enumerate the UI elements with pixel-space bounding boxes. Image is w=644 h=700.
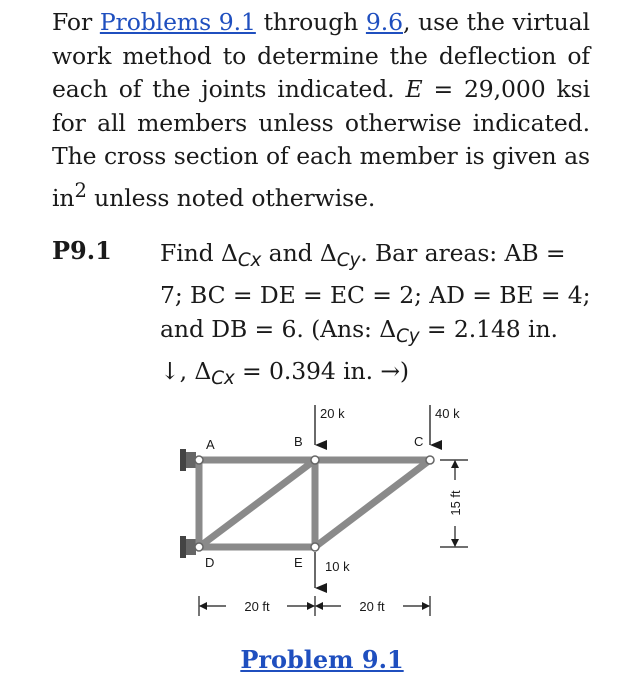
problem-9-6-link[interactable]: 9.6: [365, 8, 403, 36]
intro-text-3: , use the virtual work method to determine the deflection of each of the joints indicated.: [52, 8, 590, 103]
intro-text-2: through: [255, 8, 366, 36]
node-label-a: A: [206, 437, 215, 452]
intro-paragraph: [52, 6, 590, 215]
subscript-cy-1: Cy: [336, 250, 361, 272]
node-label-e: E: [294, 555, 303, 570]
load-label-c: 40 k: [435, 406, 460, 421]
member-db: [199, 460, 315, 547]
node-label-b: B: [294, 434, 303, 449]
joint-d: [195, 543, 203, 551]
subscript-cx-1: Cx: [237, 250, 262, 272]
subscript-cx-2: Cx: [211, 368, 235, 390]
node-label-d: D: [205, 555, 215, 570]
problem-label: P9.1: [52, 236, 112, 265]
joint-a: [195, 456, 203, 464]
statement-part-2: and Δ: [261, 239, 337, 267]
node-label-c: C: [414, 434, 424, 449]
statement-part-4: = 2.148 in. ↓, Δ: [160, 315, 558, 386]
statement-part-3: . Bar areas: AB = 7; BC = DE = EC = 2; AD = BE = 4; and DB = 6. (Ans: Δ: [160, 239, 591, 344]
problem-statement: [160, 236, 592, 396]
dim-left-label: 20 ft: [244, 599, 270, 614]
problem-9-1-caption-link[interactable]: Problem 9.1: [240, 645, 404, 674]
joint-c: [426, 456, 434, 464]
member-ec: [315, 460, 430, 547]
load-label-b: 20 k: [320, 406, 345, 421]
truss-figure: [0, 395, 644, 635]
dim-height-label: 15 ft: [448, 490, 463, 516]
units-superscript: 2: [74, 178, 87, 202]
statement-part-5: = 0.394 in. →): [234, 357, 409, 386]
problems-9-1-link[interactable]: Problems 9.1: [99, 8, 256, 36]
intro-text-1: For: [52, 8, 100, 36]
figure-caption: [0, 645, 644, 674]
joint-b: [311, 456, 319, 464]
modulus-symbol: E: [405, 75, 423, 103]
support-a-icon: [180, 449, 196, 471]
intro-text-5: unless noted otherwise.: [86, 183, 376, 212]
load-label-e: 10 k: [325, 559, 350, 574]
dim-right-label: 20 ft: [359, 599, 385, 614]
statement-part-1: Find Δ: [160, 239, 238, 267]
subscript-cy-2: Cy: [396, 326, 420, 348]
intro-text-4: = 29,000 ksi for all members unless otherwise indicated. The cross section of each member is given as in: [52, 75, 591, 212]
joint-e: [311, 543, 319, 551]
support-d-icon: [180, 536, 196, 558]
